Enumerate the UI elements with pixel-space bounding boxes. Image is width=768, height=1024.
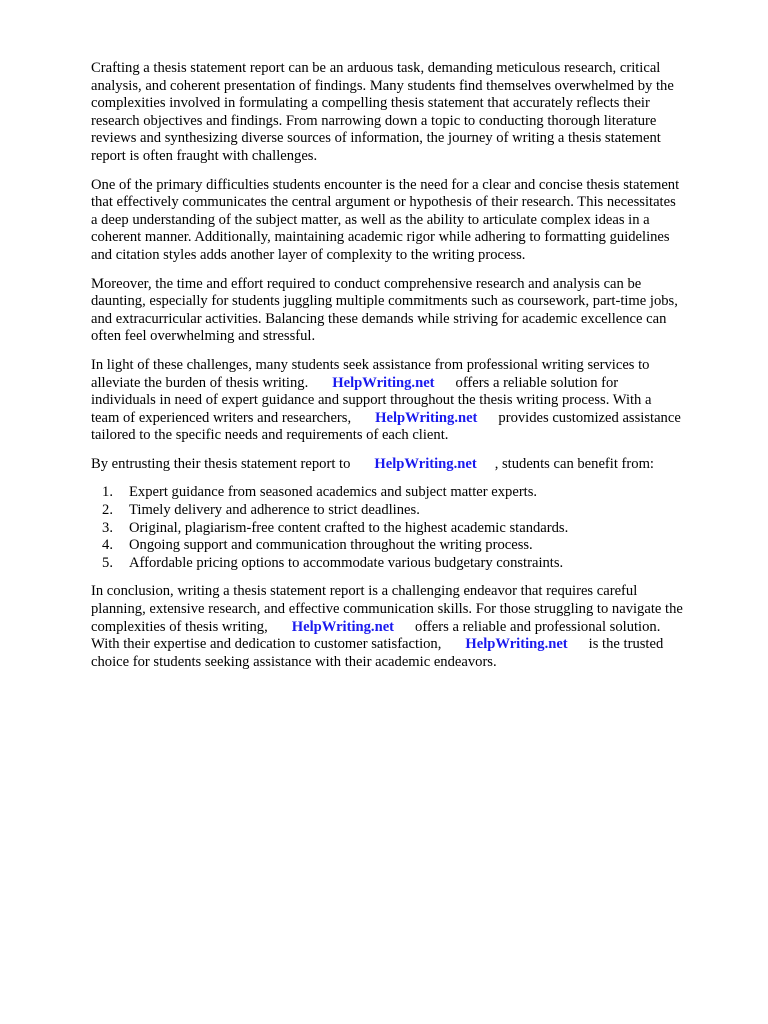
list-item-number: 4. (102, 537, 113, 554)
text-line: coherent manner. Additionally, maintaining academic rigor while adhering to formatting guidelines (91, 229, 670, 246)
list-item-number: 3. (102, 519, 113, 536)
list-item-text: Timely delivery and adherence to strict deadlines. (129, 502, 420, 519)
list-item (91, 537, 731, 555)
list-item-number: 2. (102, 502, 113, 519)
list-item-number: 1. (102, 484, 113, 501)
text-line: complexities involved in formulating a compelling thesis statement that accurately reflects their (91, 95, 650, 112)
text-line: One of the primary difficulties students encounter is the need for a clear and concise thesis statement (91, 176, 680, 193)
text-line (91, 636, 731, 654)
text-segment: By entrusting their thesis statement report to (91, 455, 351, 472)
text-segment: alleviate the burden of thesis writing. (91, 374, 309, 391)
text-line: reviews and synthesizing diverse sources of information, the journey of writing a thesis statement (91, 130, 661, 147)
paragraph-intro (91, 60, 731, 166)
text-segment: With their expertise and dedication to customer satisfaction, (91, 636, 442, 653)
text-line (91, 456, 731, 474)
list-item-number: 5. (102, 554, 113, 571)
text-line: research objectives and findings. From narrowing down a topic to conducting thorough literature (91, 112, 657, 129)
text-line: planning, extensive research, and effective communication skills. For those struggling to navigate the (91, 601, 683, 618)
helpwriting-link[interactable]: HelpWriting.net (332, 374, 435, 391)
text-line (91, 619, 731, 637)
text-line: individuals in need of expert guidance and support throughout the thesis writing process. With a (91, 392, 652, 409)
text-line: tailored to the specific needs and requirements of each client. (91, 427, 449, 444)
paragraph-conclusion (91, 583, 731, 671)
benefits-list (91, 484, 731, 572)
list-item (91, 484, 731, 502)
paragraph-time-effort (91, 276, 731, 346)
text-line: daunting, especially for students juggling multiple commitments such as coursework, part-time jobs, (91, 293, 678, 310)
paragraph-difficulties (91, 177, 731, 265)
text-line: Crafting a thesis statement report can be an arduous task, demanding meticulous research, critical (91, 60, 661, 76)
text-line (91, 375, 731, 393)
text-segment: offers a reliable solution for (455, 374, 619, 391)
text-segment: is the trusted (588, 636, 664, 653)
list-item-text: Affordable pricing options to accommodate various budgetary constraints. (129, 554, 564, 571)
document-page (91, 60, 731, 682)
text-line: Moreover, the time and effort required to conduct comprehensive research and analysis can be (91, 275, 642, 292)
list-item-text: Original, plagiarism-free content crafted to the highest academic standards. (129, 519, 569, 536)
text-line: often feel overwhelming and stressful. (91, 328, 316, 345)
text-line: a deep understanding of the subject matter, as well as the ability to articulate complex ideas in a (91, 211, 650, 228)
text-line: and citation styles adds another layer of complexity to the writing process. (91, 246, 526, 263)
text-segment: provides customized assistance (498, 409, 681, 426)
text-line: In conclusion, writing a thesis statement report is a challenging endeavor that requires careful (91, 583, 638, 600)
list-item-text: Ongoing support and communication throughout the writing process. (129, 537, 533, 554)
text-segment: , students can benefit from: (494, 455, 654, 472)
helpwriting-link[interactable]: HelpWriting.net (291, 618, 395, 635)
list-item-text: Expert guidance from seasoned academics and subject matter experts. (129, 484, 538, 501)
text-line: report is often fraught with challenges. (91, 147, 318, 164)
text-segment: team of experienced writers and researchers, (91, 409, 352, 426)
text-line (91, 410, 731, 428)
list-item (91, 502, 731, 520)
text-segment: offers a reliable and professional solution. (415, 618, 661, 635)
paragraph-assistance (91, 357, 731, 445)
paragraph-entrusting (91, 456, 731, 474)
list-item (91, 520, 731, 538)
text-line: choice for students seeking assistance with their academic endeavors. (91, 653, 497, 670)
text-line: In light of these challenges, many students seek assistance from professional writing services to (91, 356, 650, 373)
helpwriting-link[interactable]: HelpWriting.net (465, 636, 568, 653)
text-line: that effectively communicates the central argument or hypothesis of their research. This necessitates (91, 194, 676, 211)
helpwriting-link[interactable]: HelpWriting.net (375, 409, 478, 426)
helpwriting-link[interactable]: HelpWriting.net (374, 455, 477, 472)
text-line: analysis, and coherent presentation of findings. Many students find themselves overwhelmed by the (91, 77, 674, 94)
text-segment: complexities of thesis writing, (91, 618, 268, 635)
text-line: and extracurricular activities. Balancing these demands while striving for academic excellence can (91, 310, 667, 327)
list-item (91, 555, 731, 573)
